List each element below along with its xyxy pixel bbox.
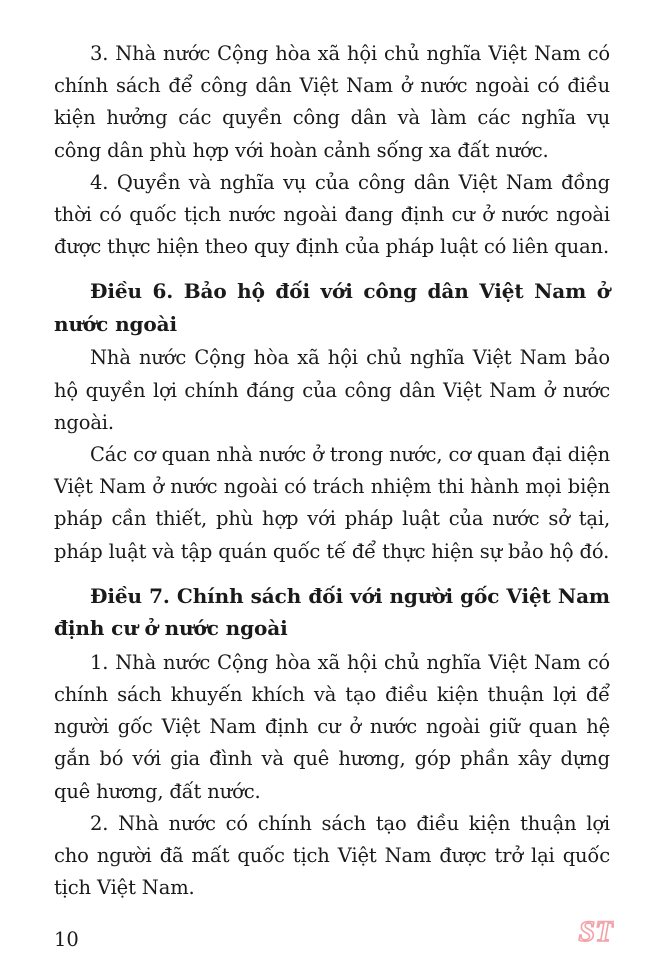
publisher-logo-icon (578, 912, 614, 948)
article-7-clause-2: 2. Nhà nước có chính sách tạo điều kiện thuận lợi cho người đã mất quốc tịch Việt Nam được trở lại quốc tịch Việt Nam. (54, 811, 610, 900)
page-number: 10 (54, 928, 79, 951)
article-7-heading: Điều 7. Chính sách đối với người gốc Việt Nam định cư ở nước ngoài (54, 583, 610, 641)
article-6-paragraph-1: Nhà nước Cộng hòa xã hội chủ nghĩa Việt Nam bảo hộ quyền lợi chính đáng của công dân Việt Nam ở nước ngoài. (54, 346, 610, 434)
document-page (54, 38, 610, 904)
article-6-heading: Điều 6. Bảo hộ đối với công dân Việt Nam ở nước ngoài (54, 279, 610, 336)
article-6-paragraph-2: Các cơ quan nhà nước ở trong nước, cơ quan đại diện Việt Nam ở nước ngoài có trách nhiệm thi hành mọi biện pháp cần thiết, phù hợp với pháp luật của nước sở tại, pháp luật và tập quán quốc tế để thực hiện sự bảo hộ đó. (54, 443, 610, 563)
clause-4-paragraph: 4. Quyền và nghĩa vụ của công dân Việt Nam đồng thời có quốc tịch nước ngoài đang định cư ở nước ngoài được thực hiện theo quy định của pháp luật có liên quan. (54, 170, 610, 259)
publisher-logo-text: ST (578, 915, 614, 948)
clause-3-paragraph: 3. Nhà nước Cộng hòa xã hội chủ nghĩa Việt Nam có chính sách để công dân Việt Nam ở nước ngoài có điều kiện hưởng các quyền công dân và làm các nghĩa vụ công dân phù hợp với hoàn cảnh sống xa đất nước. (54, 42, 610, 162)
article-7-clause-1: 1. Nhà nước Cộng hòa xã hội chủ nghĩa Việt Nam có chính sách khuyến khích và tạo điều kiện thuận lợi để người gốc Việt Nam định cư ở nước ngoài giữ quan hệ gắn bó với gia đình và quê hương, góp phần xây dựng quê hương, đất nước. (54, 650, 610, 803)
